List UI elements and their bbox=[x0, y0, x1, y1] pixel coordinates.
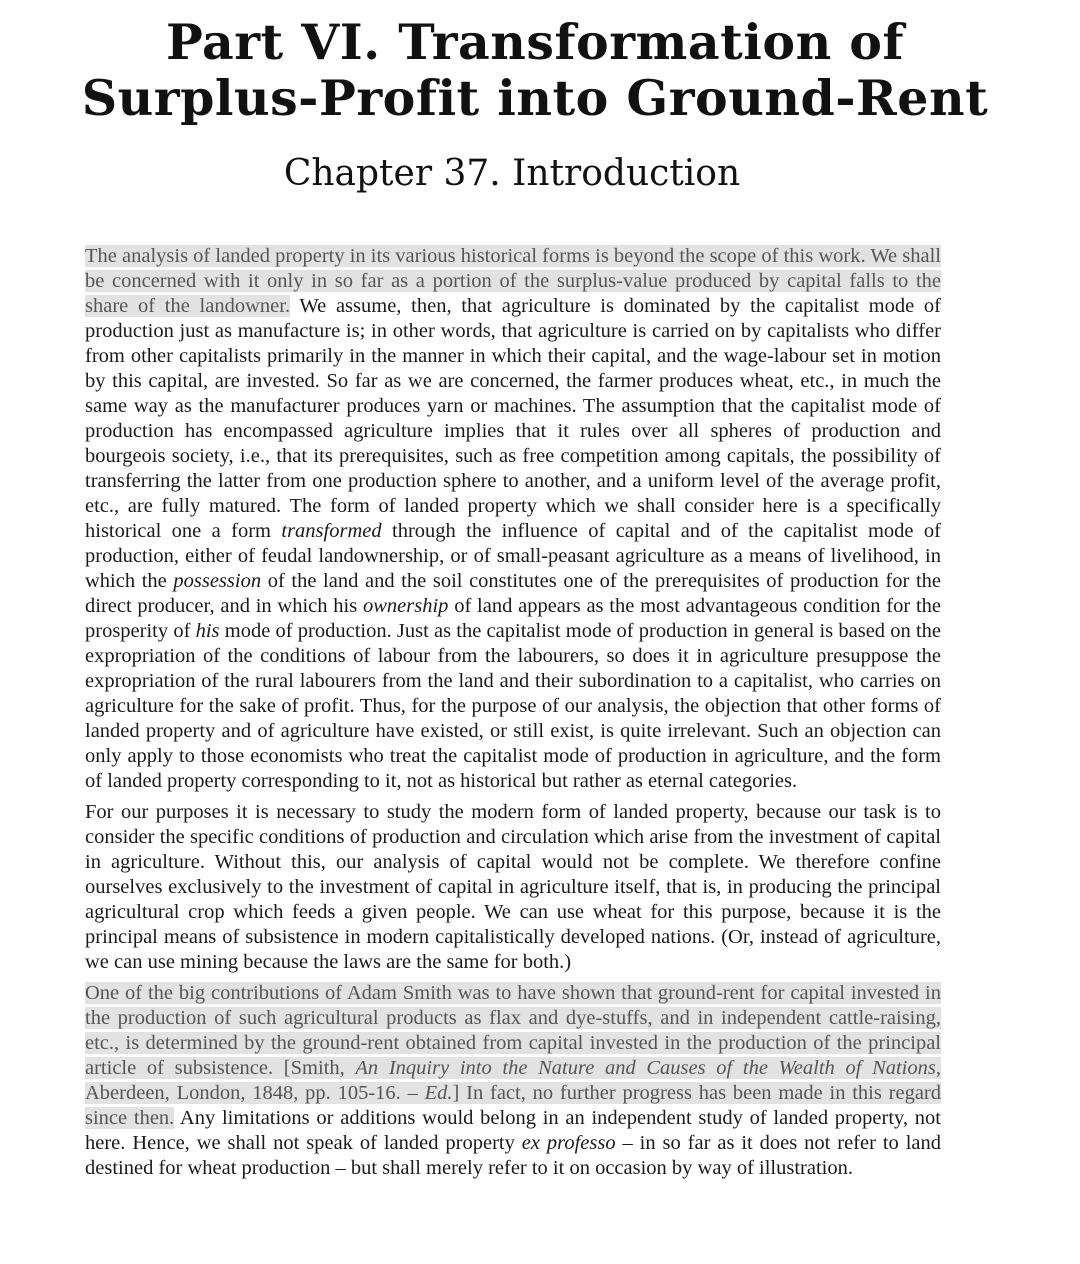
paragraph-3-text: Any limitations or additions would belong in an independent study of landed property, not here. Hence, we shall not speak of landed property bbox=[85, 1107, 941, 1154]
emphasis-ex-professo: ex professo bbox=[521, 1132, 616, 1154]
highlighted-text: , Aberdeen, London, 1848, pp. 105-16. – bbox=[85, 1057, 941, 1104]
paragraph-1-text: of land appears as the most advantageous condition for the prosperity of bbox=[85, 595, 941, 642]
highlighted-text: One of the big contributions of Adam Smith was to have shown that ground-rent for capital invested in the production of such agricultural products as flax and dye-stuffs, and in independent cattle-raising, etc., is determined by the ground-rent obtained from capital invested in the production of the principal article of subsistence. [Smith, bbox=[85, 982, 941, 1079]
emphasis-book-title: An Inquiry into the Nature and Causes of the Wealth of Nations bbox=[355, 1057, 936, 1079]
highlighted-text: ] In fact, no further progress has been made in this regard since then. bbox=[85, 1082, 941, 1129]
paragraph-1-text: mode of production. Just as the capitalist mode of production in general is based on the expropriation of the conditions of labour from the labourers, so does it in agriculture presuppose the expropriation of the rural labourers from the land and their subordination to a capitalist, who carries on agriculture for the sake of profit. Thus, for the purpose of our analysis, the objection that other forms of landed property and of agriculture have existed, or still exist, is quite irrelevant. Such an objection can only apply to those economists who treat the capitalist mode of production in agriculture, and the form of landed property corresponding to it, not as historical but rather as eternal categories. bbox=[85, 620, 941, 792]
part-title bbox=[0, 14, 1070, 126]
paragraph-3-text: – in so far as it does not refer to land destined for wheat production – but shall merely refer to it on occasion by way of illustration. bbox=[85, 1132, 941, 1179]
paragraph-1 bbox=[85, 244, 941, 794]
part-title-line-2: Surplus-Profit into Ground-Rent bbox=[81, 69, 989, 127]
highlighted-passage-1: The analysis of landed property in its various historical forms is beyond the scope of this work. We shall be concerned with it only in so far as a portion of the surplus-value produced by capital falls to the share of the landowner. bbox=[85, 245, 941, 317]
paragraph-3 bbox=[85, 981, 941, 1181]
paragraph-2: For our purposes it is necessary to study the modern form of landed property, because our task is to consider the specific conditions of production and circulation which arise from the investment of capital in agriculture. Without this, our analysis of capital would not be complete. We therefore confine ourselves exclusively to the investment of capital in agriculture itself, that is, in producing the principal agricultural crop which feeds a given people. We can use wheat for this purpose, because it is the principal means of subsistence in modern capitalistically developed nations. (Or, instead of agriculture, we can use mining because the laws are the same for both.) bbox=[85, 801, 941, 973]
paragraph-1-text: We assume, then, that agriculture is dominated by the capitalist mode of production just as manufacture is; in other words, that agriculture is carried on by capitalists who differ from other capitalists primarily in the manner in which their capital, and the wage-labour set in motion by this capital, are invested. So far as we are concerned, the farmer produces wheat, etc., in much the same way as the manufacturer produces yarn or machines. The assumption that the capitalist mode of production has encompassed agriculture implies that it rules over all spheres of production and bourgeois society, i.e., that its prerequisites, such as free competition among capitals, the possibility of transferring the latter from one production sphere to another, and a uniform level of the average profit, etc., are fully matured. The form of landed property which we shall consider here is a specifically historical one a form bbox=[85, 295, 941, 542]
part-title-line-1: Part VI. Transformation of bbox=[165, 13, 905, 71]
emphasis-transformed: transformed bbox=[281, 520, 382, 542]
chapter-title: Chapter 37. Introduction bbox=[283, 153, 741, 194]
paragraph-1-text: through the influence of capital and of the capitalist mode of production, either of feudal landownership, or of small-peasant agriculture as a means of livelihood, in which the bbox=[85, 520, 941, 592]
emphasis-ownership: ownership bbox=[362, 595, 449, 617]
body-text bbox=[85, 244, 941, 1187]
emphasis-possession: possession bbox=[173, 570, 262, 592]
emphasis-ed: Ed. bbox=[424, 1082, 453, 1104]
emphasis-his: his bbox=[195, 620, 220, 642]
paragraph-1-text: of the land and the soil constitutes one of the prerequisites of production for the direct producer, and in which his bbox=[85, 570, 941, 617]
